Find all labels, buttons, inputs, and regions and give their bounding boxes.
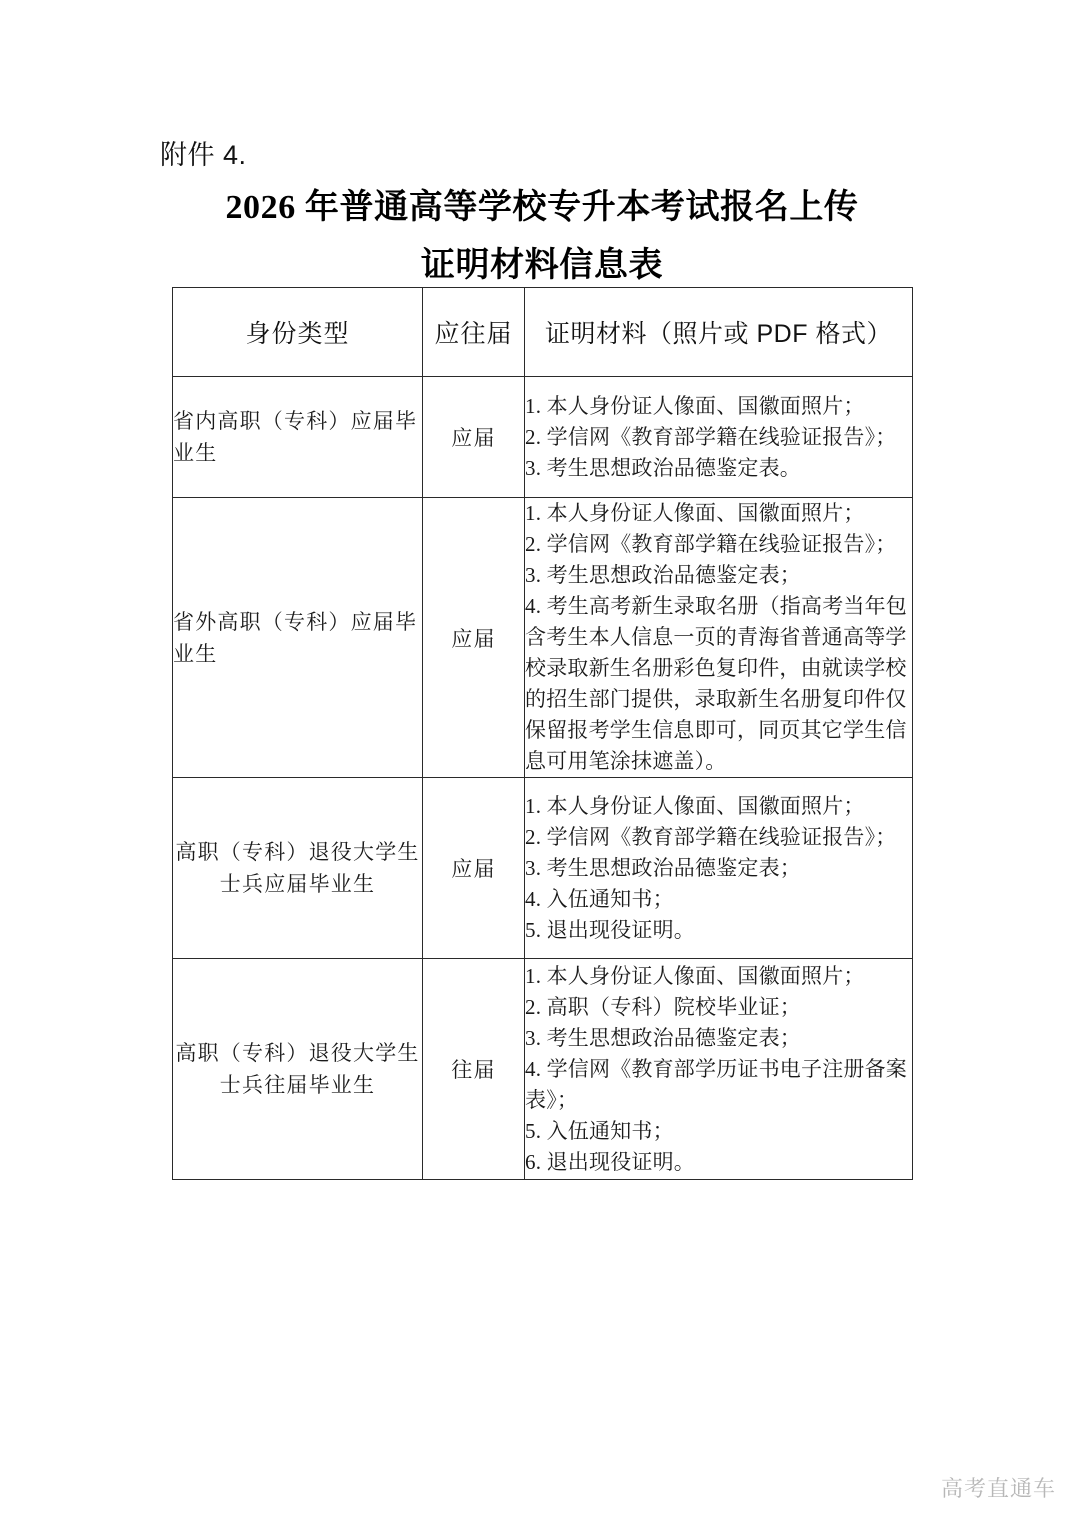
page-title — [172, 186, 912, 288]
column-header-identity-type: 身份类型 — [173, 288, 423, 377]
list-item: 4. 入伍通知书； — [525, 886, 674, 911]
table-body — [173, 377, 913, 1180]
cell-identity-type: 高职（专科）退役大学生士兵应届毕业生 — [173, 778, 423, 959]
cell-identity-type: 省外高职（专科）应届毕业生 — [173, 498, 423, 778]
document-list — [525, 791, 912, 946]
table-header-row — [173, 288, 913, 377]
list-item: 2. 学信网《教育部学籍在线验证报告》； — [525, 532, 897, 556]
cell-documents — [525, 959, 913, 1180]
watermark: 高考直通车 — [940, 1476, 1056, 1501]
table-row — [173, 498, 913, 778]
list-item: 4. 考生高考新生录取名册（指高考当年包含考生本人信息一页的青海省普通高等学校录取新生名册彩色复印件，由就读学校的招生部门提供，录取新生名册复印件仅保留报考学生信息即可，同页其它学生信息可用笔涂抹遮盖）。 — [525, 594, 907, 773]
list-item: 6. 退出现役证明。 — [525, 1149, 695, 1174]
cell-session: 往届 — [423, 959, 525, 1180]
list-item: 3. 考生思想政治品德鉴定表； — [525, 1025, 801, 1050]
cell-session: 应届 — [423, 778, 525, 959]
page-title-line-1: 2026 年普通高等学校专升本考试报名上传 — [225, 189, 859, 226]
list-item: 3. 考生思想政治品德鉴定表。 — [525, 455, 801, 480]
cell-session: 应届 — [423, 498, 525, 778]
table-row — [173, 377, 913, 498]
cell-identity-type: 高职（专科）退役大学生士兵往届毕业生 — [173, 959, 423, 1180]
table-header — [173, 288, 913, 377]
cell-documents — [525, 377, 913, 498]
table-row — [173, 778, 913, 959]
list-item: 2. 学信网《教育部学籍在线验证报告》； — [525, 824, 897, 849]
cell-documents — [525, 778, 913, 959]
list-item: 5. 入伍通知书； — [525, 1118, 674, 1143]
document-list — [525, 498, 912, 777]
cell-identity-type: 省内高职（专科）应届毕业生 — [173, 377, 423, 498]
column-header-documents: 证明材料（照片或 PDF 格式） — [525, 288, 913, 377]
list-item: 2. 高职（专科）院校毕业证； — [525, 994, 801, 1019]
list-item: 3. 考生思想政治品德鉴定表； — [525, 855, 801, 880]
list-item: 5. 退出现役证明。 — [525, 917, 695, 942]
attachment-label: 附件 4. — [160, 140, 247, 170]
list-item: 4. 学信网《教育部学历证书电子注册备案表》； — [525, 1056, 907, 1112]
certification-materials-table — [172, 287, 913, 1180]
page-title-line-2: 证明材料信息表 — [420, 247, 664, 284]
cell-documents — [525, 498, 913, 778]
table-row — [173, 959, 913, 1180]
list-item: 3. 考生思想政治品德鉴定表； — [525, 563, 801, 587]
document-list — [525, 391, 912, 484]
list-item: 1. 本人身份证人像面、国徽面照片； — [525, 793, 865, 818]
cell-session: 应届 — [423, 377, 525, 498]
column-header-session: 应往届 — [423, 288, 525, 377]
list-item: 1. 本人身份证人像面、国徽面照片； — [525, 963, 865, 988]
list-item: 1. 本人身份证人像面、国徽面照片； — [525, 501, 865, 525]
document-list — [525, 961, 912, 1178]
list-item: 1. 本人身份证人像面、国徽面照片； — [525, 393, 865, 418]
list-item: 2. 学信网《教育部学籍在线验证报告》； — [525, 424, 897, 449]
